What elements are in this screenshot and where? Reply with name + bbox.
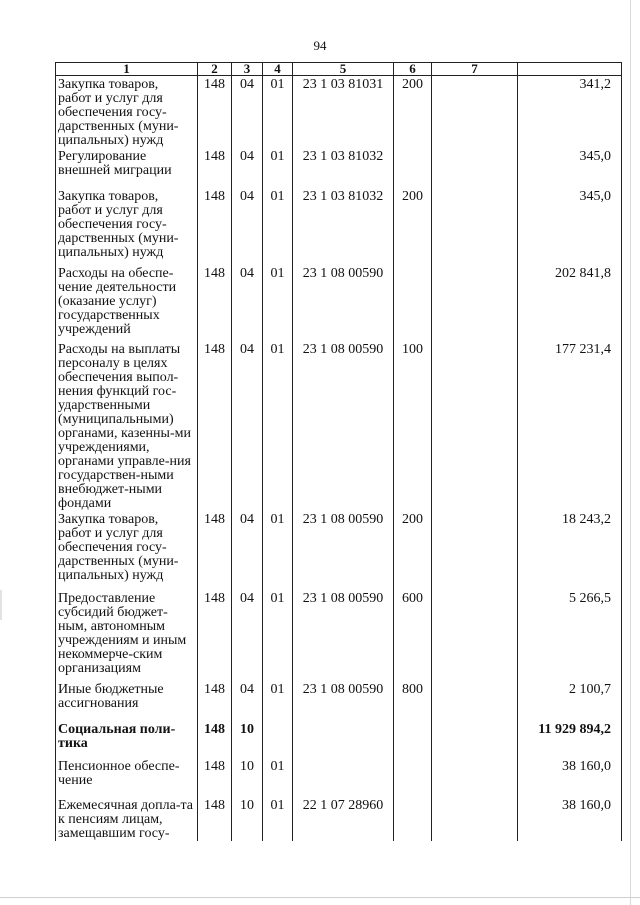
cell-amount: 2 100,7 — [518, 681, 622, 721]
cell-col7 — [432, 797, 518, 841]
table-row — [56, 188, 622, 265]
cell-subsection-code: 01 — [263, 265, 293, 341]
cell-col7 — [432, 265, 518, 341]
cell-expense-type — [394, 797, 432, 841]
cell-ministry-code: 148 — [198, 590, 232, 681]
cell-col7 — [432, 148, 518, 188]
cell-ministry-code: 148 — [198, 681, 232, 721]
cell-expense-type — [394, 721, 432, 758]
table-row — [56, 148, 622, 188]
cell-expense-type — [394, 265, 432, 341]
cell-target-article: 23 1 03 81032 — [293, 148, 394, 188]
cell-name: Иные бюджетные ассигнования — [56, 681, 198, 721]
cell-target-article: 23 1 08 00590 — [293, 265, 394, 341]
cell-section-code: 04 — [232, 341, 263, 511]
cell-ministry-code: 148 — [198, 797, 232, 841]
cell-amount: 341,2 — [518, 76, 622, 149]
cell-section-code: 04 — [232, 511, 263, 590]
cell-subsection-code: 01 — [263, 681, 293, 721]
cell-section-code: 04 — [232, 188, 263, 265]
scan-artifact-bottom-line — [0, 897, 640, 898]
cell-expense-type: 200 — [394, 511, 432, 590]
cell-ministry-code: 148 — [198, 341, 232, 511]
table-row — [56, 511, 622, 590]
cell-name: Пенсионное обеспе-чение — [56, 758, 198, 797]
scan-artifact-mark — [0, 590, 2, 620]
cell-amount: 202 841,8 — [518, 265, 622, 341]
cell-subsection-code: 01 — [263, 188, 293, 265]
cell-name: Расходы на обеспе-чение деятельности (оказание услуг) государственных учреждений — [56, 265, 198, 341]
cell-section-code: 10 — [232, 797, 263, 841]
cell-expense-type: 600 — [394, 590, 432, 681]
cell-name: Социальная поли-тика — [56, 721, 198, 758]
cell-col7 — [432, 590, 518, 681]
cell-target-article: 23 1 08 00590 — [293, 341, 394, 511]
cell-col7 — [432, 341, 518, 511]
cell-ministry-code: 148 — [198, 148, 232, 188]
cell-ministry-code: 148 — [198, 758, 232, 797]
cell-ministry-code: 148 — [198, 265, 232, 341]
cell-amount: 38 160,0 — [518, 797, 622, 841]
cell-col7 — [432, 721, 518, 758]
cell-name: Закупка товаров, работ и услуг для обеспечения госу-дарственных (муни-ципальных) нужд — [56, 76, 198, 149]
cell-expense-type — [394, 148, 432, 188]
cell-amount: 38 160,0 — [518, 758, 622, 797]
table-body — [56, 76, 622, 842]
cell-target-article: 22 1 07 28960 — [293, 797, 394, 841]
cell-section-code: 04 — [232, 148, 263, 188]
cell-col7 — [432, 681, 518, 721]
cell-subsection-code: 01 — [263, 148, 293, 188]
cell-subsection-code — [263, 721, 293, 758]
cell-col7 — [432, 758, 518, 797]
cell-expense-type — [394, 758, 432, 797]
table-row — [56, 341, 622, 511]
table-row — [56, 721, 622, 758]
cell-expense-type: 800 — [394, 681, 432, 721]
cell-subsection-code: 01 — [263, 758, 293, 797]
table-row — [56, 797, 622, 841]
cell-subsection-code: 01 — [263, 511, 293, 590]
cell-subsection-code: 01 — [263, 590, 293, 681]
cell-amount: 345,0 — [518, 188, 622, 265]
cell-amount: 5 266,5 — [518, 590, 622, 681]
cell-ministry-code: 148 — [198, 188, 232, 265]
cell-section-code: 10 — [232, 721, 263, 758]
cell-name: Закупка товаров, работ и услуг для обеспечения госу-дарственных (муни-ципальных) нужд — [56, 188, 198, 265]
cell-ministry-code: 148 — [198, 511, 232, 590]
header-col-7: 7 — [432, 63, 518, 76]
page-number: 94 — [313, 38, 327, 53]
cell-subsection-code: 01 — [263, 341, 293, 511]
cell-target-article — [293, 758, 394, 797]
table-row — [56, 590, 622, 681]
cell-subsection-code: 01 — [263, 76, 293, 149]
cell-ministry-code: 148 — [198, 76, 232, 149]
cell-expense-type: 100 — [394, 341, 432, 511]
cell-target-article — [293, 721, 394, 758]
cell-section-code: 10 — [232, 758, 263, 797]
cell-target-article: 23 1 03 81031 — [293, 76, 394, 149]
table-row — [56, 681, 622, 721]
header-col-2: 2 — [198, 63, 232, 76]
header-col-5: 5 — [293, 63, 394, 76]
table-row — [56, 76, 622, 149]
cell-amount: 18 243,2 — [518, 511, 622, 590]
cell-name: Ежемесячная допла-та к пенсиям лицам, замещавшим госу- — [56, 797, 198, 841]
cell-expense-type: 200 — [394, 188, 432, 265]
cell-target-article: 23 1 08 00590 — [293, 681, 394, 721]
header-col-1: 1 — [56, 63, 198, 76]
cell-col7 — [432, 76, 518, 149]
cell-target-article: 23 1 03 81032 — [293, 188, 394, 265]
cell-expense-type: 200 — [394, 76, 432, 149]
cell-col7 — [432, 188, 518, 265]
cell-ministry-code: 148 — [198, 721, 232, 758]
cell-col7 — [432, 511, 518, 590]
cell-name: Расходы на выплаты персоналу в целях обеспечения выпол-нения функций гос-ударственными (муниципальными) органами, казенны-ми учреждениями, органами управле-ния государствен-ными внебюджет-ными фондами — [56, 341, 198, 511]
cell-section-code: 04 — [232, 76, 263, 149]
header-row — [56, 63, 622, 76]
table-row — [56, 265, 622, 341]
cell-amount: 11 929 894,2 — [518, 721, 622, 758]
header-col-6: 6 — [394, 63, 432, 76]
cell-subsection-code: 01 — [263, 797, 293, 841]
cell-amount: 345,0 — [518, 148, 622, 188]
table-row — [56, 758, 622, 797]
cell-name: Предоставление субсидий бюджет-ным, автономным учреждениям и иным некоммерче-ским организациям — [56, 590, 198, 681]
cell-amount: 177 231,4 — [518, 341, 622, 511]
cell-name: Регулирование внешней миграции — [56, 148, 198, 188]
budget-table — [55, 62, 622, 841]
header-col-4: 4 — [263, 63, 293, 76]
scan-artifact-line — [630, 0, 631, 905]
header-col-8 — [518, 63, 622, 76]
cell-target-article: 23 1 08 00590 — [293, 511, 394, 590]
cell-section-code: 04 — [232, 590, 263, 681]
header-col-3: 3 — [232, 63, 263, 76]
cell-section-code: 04 — [232, 265, 263, 341]
cell-section-code: 04 — [232, 681, 263, 721]
cell-target-article: 23 1 08 00590 — [293, 590, 394, 681]
cell-name: Закупка товаров, работ и услуг для обеспечения госу-дарственных (муни-ципальных) нужд — [56, 511, 198, 590]
